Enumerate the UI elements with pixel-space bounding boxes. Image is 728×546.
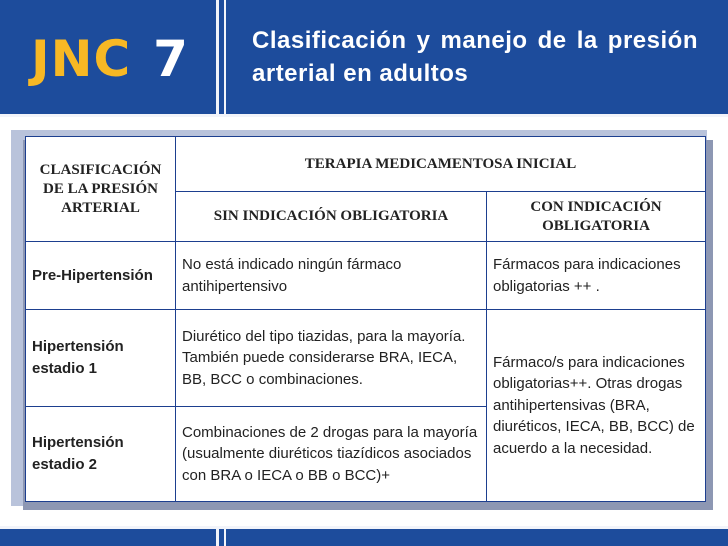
row-label-stage1: Hipertensión estadio 1 — [26, 310, 176, 407]
header-with-indication: CON INDICACIÓN OBLIGATORIA — [487, 192, 706, 242]
header-without-indication: SIN INDICACIÓN OBLIGATORIA — [176, 192, 487, 242]
page-title: Clasificación y manejo de la presión arterial en adultos — [252, 27, 698, 87]
cell-prehypertension-with: Fármacos para indicaciones obligatorias ++ . — [487, 242, 706, 310]
divider-line — [216, 526, 219, 546]
row-label-prehypertension: Pre-Hipertensión — [26, 242, 176, 310]
header-classification: CLASIFICACIÓN DE LA PRESIÓN ARTERIAL — [26, 137, 176, 242]
header-initial-therapy: TERAPIA MEDICAMENTOSA INICIAL — [176, 137, 706, 192]
divider-line — [224, 526, 226, 546]
cell-stage2-without: Combinaciones de 2 drogas para la mayoría (usualmente diuréticos tiazídicos asociados con BRA o IECA o BB o BCC)+ — [176, 407, 487, 502]
cell-stage1-2-with: Fármaco/s para indicaciones obligatorias++. Otras drogas antihipertensivas (BRA, diuréticos, IECA, BB, BCC) de acuerdo a la necesidad. — [487, 310, 706, 502]
cell-prehypertension-without: No está indicado ningún fármaco antihipertensivo — [176, 242, 487, 310]
row-label-stage2: Hipertensión estadio 2 — [26, 407, 176, 502]
header-banner — [0, 0, 728, 117]
classification-table — [25, 136, 706, 502]
divider-line — [224, 0, 226, 117]
cell-stage1-without: Diurético del tipo tiazidas, para la mayoría. También puede considerarse BRA, IECA, BB, BCC o combinaciones. — [176, 310, 487, 407]
footer-bar — [0, 526, 728, 546]
logo-text: JNC — [31, 29, 132, 88]
divider-line — [216, 0, 219, 117]
footer-divider — [0, 526, 728, 529]
logo-number: 7 — [153, 29, 188, 88]
header-divider — [0, 114, 728, 117]
jnc7-logo — [0, 0, 219, 117]
